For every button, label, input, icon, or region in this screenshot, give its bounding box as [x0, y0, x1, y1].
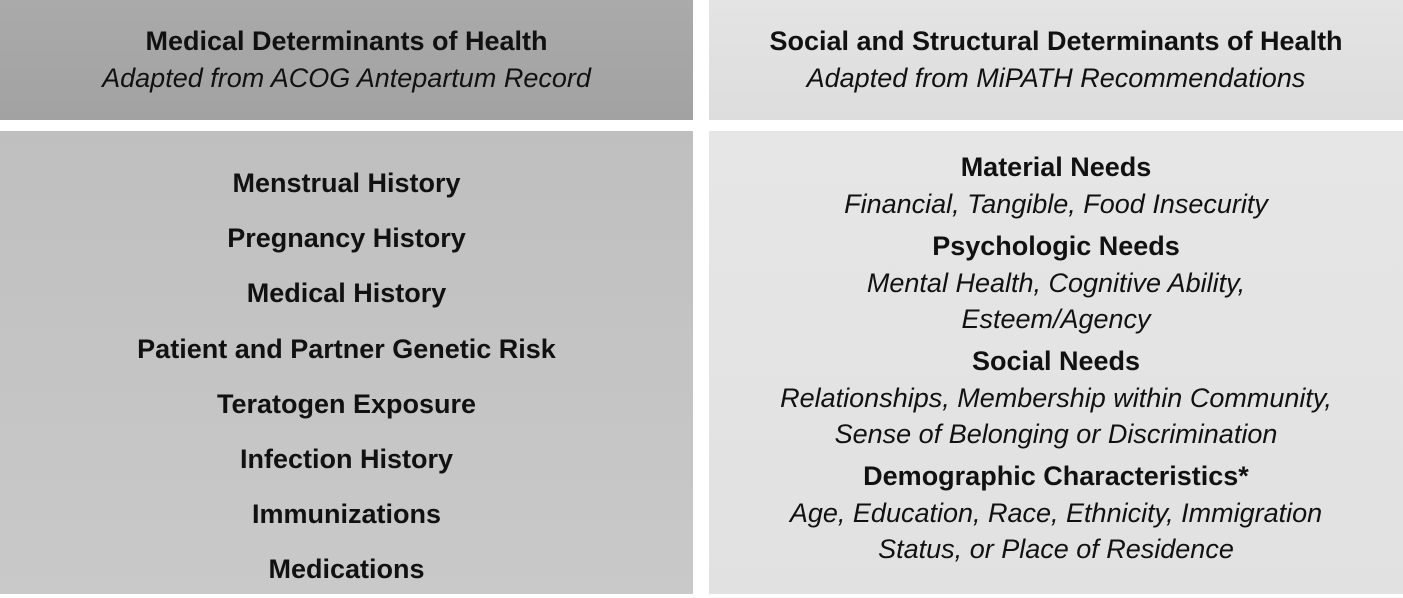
- social-determinants-subtitle: Adapted from MiPATH Recommendations: [806, 63, 1306, 93]
- social-group-description: Esteem/Agency: [961, 304, 1151, 334]
- medical-determinants-subtitle: Adapted from ACOG Antepartum Record: [102, 63, 591, 93]
- social-group-material-needs: [844, 149, 1268, 222]
- social-group-description: Mental Health, Cognitive Ability,: [866, 268, 1246, 298]
- social-group-title: Demographic Characteristics*: [863, 461, 1249, 491]
- social-group-description: Relationships, Membership within Community,: [780, 383, 1332, 413]
- medical-item-immunizations: Immunizations: [251, 499, 441, 530]
- medical-item-infection-history: Infection History: [239, 444, 454, 475]
- medical-item-genetic-risk: Patient and Partner Genetic Risk: [137, 333, 556, 364]
- social-group-title: Social Needs: [971, 346, 1141, 376]
- social-determinants-list: [709, 131, 1403, 594]
- social-group-demographic-characteristics: [790, 458, 1322, 567]
- medical-item-pregnancy-history: Pregnancy History: [227, 223, 466, 254]
- social-group-description: Status, or Place of Residence: [878, 534, 1234, 564]
- social-group-social-needs: [780, 343, 1332, 452]
- medical-item-medications: Medications: [268, 554, 425, 585]
- medical-determinants-title: Medical Determinants of Health: [145, 26, 548, 56]
- social-group-description: Financial, Tangible, Food Insecurity: [844, 189, 1268, 219]
- social-group-title: Material Needs: [960, 152, 1152, 182]
- medical-item-medical-history: Medical History: [246, 278, 447, 309]
- medical-determinants-header: [0, 0, 693, 120]
- medical-item-teratogen-exposure: Teratogen Exposure: [216, 388, 477, 419]
- social-determinants-title: Social and Structural Determinants of Health: [769, 26, 1343, 56]
- social-determinants-header: [709, 0, 1403, 120]
- medical-determinants-list: [0, 131, 693, 594]
- social-group-description: Age, Education, Race, Ethnicity, Immigration: [789, 498, 1323, 528]
- social-group-title: Psychologic Needs: [932, 231, 1180, 261]
- social-group-psychologic-needs: [867, 228, 1245, 337]
- medical-item-menstrual-history: Menstrual History: [232, 168, 461, 198]
- social-group-description: Sense of Belonging or Discrimination: [834, 419, 1278, 449]
